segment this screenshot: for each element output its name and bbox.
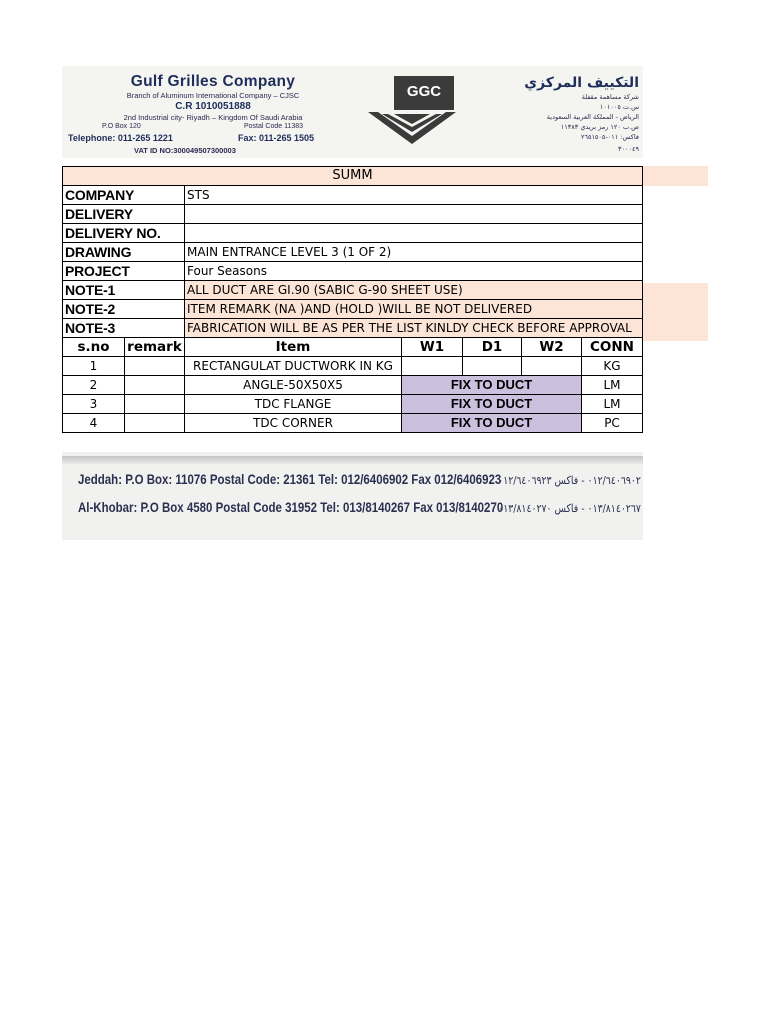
sheet-title: SUMM: [63, 167, 643, 186]
company-address: 2nd Industrial city- Riyadh – Kingdom Of Saudi Arabia: [123, 113, 303, 122]
cell-conn[interactable]: KG: [582, 357, 643, 376]
logo-text: GGC: [406, 83, 442, 100]
column-header: remark: [125, 338, 185, 357]
field-value[interactable]: Four Seasons: [185, 262, 643, 281]
po-box: P.O Box 120: [102, 123, 141, 130]
field-label: DRAWING: [63, 243, 185, 262]
jeddah-address: Jeddah: P.O Box: 11076 Postal Code: 21361 Tel: 012/6406902 Fax 012/6406923: [78, 471, 502, 487]
ggc-logo: [360, 74, 464, 144]
cell-sno[interactable]: 2: [63, 376, 125, 395]
cell-sno[interactable]: 1: [63, 357, 125, 376]
cell-remark[interactable]: [125, 376, 185, 395]
letterhead-arabic-block: [467, 74, 639, 154]
cell-item[interactable]: ANGLE-50X50X5: [185, 376, 402, 395]
postal-code: Postal Code 11383: [244, 123, 304, 130]
cell-fix-note[interactable]: FIX TO DUCT: [402, 414, 582, 433]
column-header: Item: [185, 338, 402, 357]
column-header: W1: [402, 338, 463, 357]
field-label: PROJECT: [63, 262, 185, 281]
commercial-registration: C.R 1010051888: [175, 101, 251, 112]
table-row: [63, 376, 643, 395]
cell-fix-note[interactable]: FIX TO DUCT: [402, 395, 582, 414]
arabic-line: شركة مساهمة مقفلة: [581, 93, 639, 101]
cell-conn[interactable]: LM: [582, 395, 643, 414]
jeddah-address-arabic: ٠١٢/٦٤٠٦٩٠٢ - فاكس ٠١٢/٦٤٠٦٩٢٣: [498, 474, 641, 487]
field-label: NOTE-3: [63, 319, 185, 338]
khobar-address: Al-Khobar: P.O Box 4580 Postal Code 31952 Tel: 013/8140267 Fax 013/8140270: [78, 499, 504, 515]
cell-conn[interactable]: LM: [582, 376, 643, 395]
field-row-note-2: [63, 300, 643, 319]
cell-w1[interactable]: [402, 357, 463, 376]
company-branch: Branch of Aluminum International Company – CJSC: [126, 91, 300, 100]
cell-sno[interactable]: 4: [63, 414, 125, 433]
cell-remark[interactable]: [125, 357, 185, 376]
cell-fix-note[interactable]: FIX TO DUCT: [402, 376, 582, 395]
letterhead-english-block: [68, 72, 358, 144]
cell-remark[interactable]: [125, 414, 185, 433]
cell-item[interactable]: TDC CORNER: [185, 414, 402, 433]
cell-item[interactable]: RECTANGULAT DUCTWORK IN KG: [185, 357, 402, 376]
field-row-delivery: [63, 205, 643, 224]
khobar-address-arabic: ٠١٣/٨١٤٠٢٦٧ - فاكس ٠١٣/٨١٤٠٢٧٠: [498, 502, 641, 515]
field-label: DELIVERY: [63, 205, 185, 224]
summary-table: [62, 166, 643, 433]
field-label: DELIVERY NO.: [63, 224, 185, 243]
telephone-row: [68, 132, 358, 144]
vat-id: VAT ID NO:300049507300003: [134, 146, 236, 155]
arabic-company-name: التكييف المركزي: [524, 75, 639, 91]
column-header: W2: [522, 338, 582, 357]
footer-divider: [62, 456, 643, 464]
field-label: NOTE-1: [63, 281, 185, 300]
arabic-line: الرياض - المملكة العربية السعودية: [546, 113, 639, 121]
table-row: [63, 414, 643, 433]
fax: Fax: 011-265 1505: [238, 133, 315, 143]
field-value[interactable]: MAIN ENTRANCE LEVEL 3 (1 OF 2): [185, 243, 643, 262]
field-row-drawing: [63, 243, 643, 262]
delivery-summary-sheet: [62, 166, 643, 433]
title-row: [63, 167, 643, 186]
arabic-line: ٣٠٠٠٤٩: [618, 145, 639, 153]
field-row-delivery-no: [63, 224, 643, 243]
column-header-row: [63, 338, 643, 357]
column-header: D1: [463, 338, 522, 357]
cell-sno[interactable]: 3: [63, 395, 125, 414]
title-fill-extension: [643, 166, 708, 186]
letterhead: [62, 66, 643, 158]
cell-conn[interactable]: PC: [582, 414, 643, 433]
column-header: s.no: [63, 338, 125, 357]
table-row: [63, 357, 643, 376]
field-label: COMPANY: [63, 186, 185, 205]
po-box-row: [68, 123, 358, 132]
field-value[interactable]: [185, 224, 643, 243]
field-row-project: [63, 262, 643, 281]
note-value[interactable]: ALL DUCT ARE GI.90 (SABIC G-90 SHEET USE): [185, 281, 643, 300]
cell-remark[interactable]: [125, 395, 185, 414]
notes-fill-extension: [643, 283, 708, 341]
arabic-line: س.ت ١٠١٠٠٥: [599, 103, 639, 111]
field-label: NOTE-2: [63, 300, 185, 319]
cell-item[interactable]: TDC FLANGE: [185, 395, 402, 414]
cell-w2[interactable]: [522, 357, 582, 376]
note-value[interactable]: FABRICATION WILL BE AS PER THE LIST KINLDY CHECK BEFORE APPROVAL: [185, 319, 643, 338]
field-value[interactable]: [185, 205, 643, 224]
company-name: Gulf Grilles Company: [130, 73, 296, 90]
table-row: [63, 395, 643, 414]
field-row-note-1: [63, 281, 643, 300]
note-value[interactable]: ITEM REMARK (NA )AND (HOLD )WILL BE NOT DELIVERED: [185, 300, 643, 319]
letterhead-footer: [62, 452, 643, 540]
field-row-note-3: [63, 319, 643, 338]
telephone: Telephone: 011-265 1221: [68, 133, 173, 143]
field-row-company: [63, 186, 643, 205]
arabic-line: ص.ب ١٢٠ رمز بريدي ١١٣٨٣: [560, 123, 639, 131]
cell-d1[interactable]: [463, 357, 522, 376]
arabic-line: فاكس: ٠١١-٢٦٥١٥٠٥: [580, 133, 639, 141]
column-header: CONN: [582, 338, 643, 357]
field-value[interactable]: STS: [185, 186, 643, 205]
